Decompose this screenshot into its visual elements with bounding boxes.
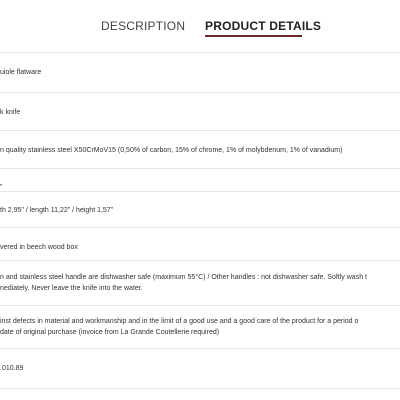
detail-row xyxy=(0,261,400,305)
detail-value: inst defects in material and workmanship and in the limit of a good use and a good care of the product for a period o xyxy=(0,318,359,325)
detail-row xyxy=(0,53,400,92)
tab-description[interactable]: DESCRIPTION xyxy=(101,19,186,33)
detail-row xyxy=(0,93,400,131)
detail-value: n quality stainless steel X50CrMoV15 (0,50% of carbon, 15% of chrome, 1% of molybdenum, 1% of vanadium) xyxy=(0,146,343,154)
tab-product-details[interactable]: PRODUCT DETAILS xyxy=(205,19,322,33)
detail-value: uiole flatware xyxy=(0,69,42,76)
detail-value: vered in beech wood box xyxy=(0,243,78,251)
active-tab-underline xyxy=(205,35,302,37)
detail-row xyxy=(0,349,400,387)
detail-value: date of original purchase (invoice from La Grande Coutellerie required) xyxy=(0,329,220,336)
detail-value: th 2,95" / length 11,22" / height 1,57" xyxy=(0,206,114,214)
detail-row xyxy=(0,192,400,228)
detail-row xyxy=(0,306,400,348)
detail-value: n and stainless steel handle are dishwasher safe (maximum 55°C) / Other handles : not dishwasher safe. Softly wash t xyxy=(0,274,367,281)
product-tabs xyxy=(0,0,400,38)
detail-value: k knife xyxy=(0,108,21,116)
detail-value: " xyxy=(0,183,3,191)
detail-row xyxy=(0,131,400,169)
detail-value: nediately. Never leave the knife into the water. xyxy=(0,285,143,292)
row-divider xyxy=(0,388,400,389)
detail-value: .010.89 xyxy=(0,364,24,372)
